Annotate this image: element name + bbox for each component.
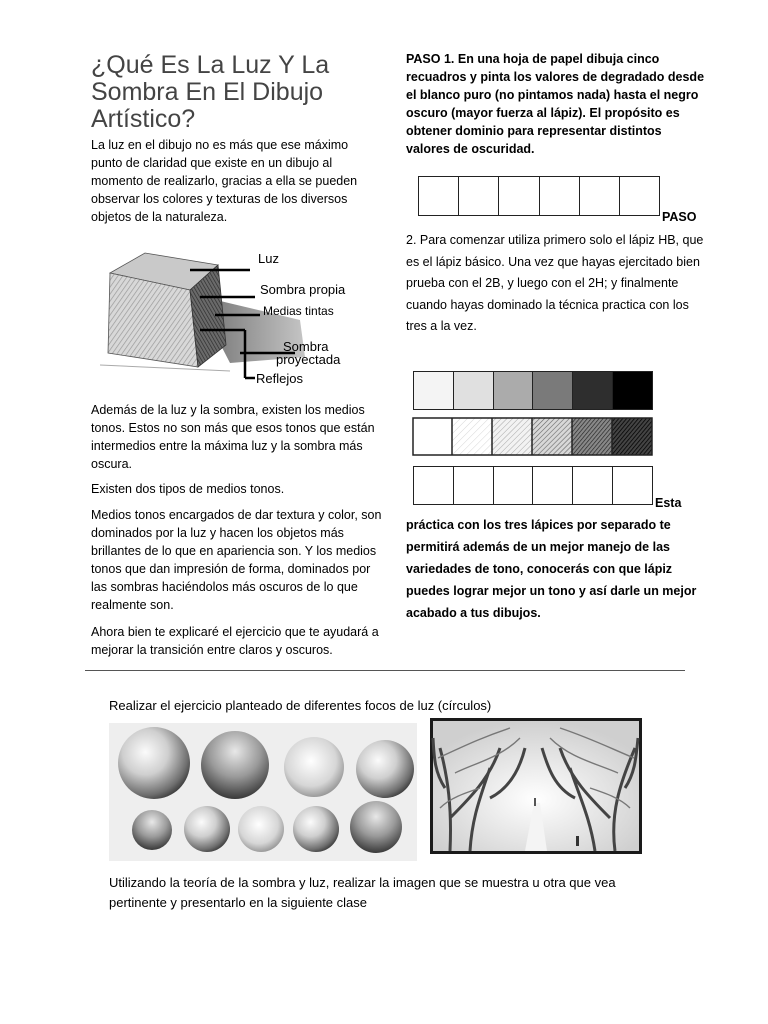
paragraph-descripcion: Medios tonos encargados de dar textura y color, son dominados por la luz y hacen los objetos más brillantes de lo que en apariencia son. Y los medios tonos que dan impresión de forma, dominados por las sombras haciéndolos más oscuros de lo que realmente son. — [91, 508, 382, 612]
tone-swatch — [533, 372, 573, 409]
empty-box — [454, 467, 494, 504]
label-sombra-propia: Sombra propia — [260, 282, 346, 297]
paso2-word: PASO — [662, 210, 697, 224]
paragraph-medios-tonos: Además de la luz y la sombra, existen los medios tonos. Estos no son más que esos tonos que están intermedios entre la máxima luz y la sombra más oscura. — [91, 403, 375, 471]
empty-box — [620, 177, 659, 215]
empty-box — [494, 467, 534, 504]
paso1-paragraph — [406, 50, 706, 158]
page-title: ¿Qué Es La Luz Y La Sombra En El Dibujo Artístico? — [91, 51, 330, 133]
label-medias-tintas: Medias tintas — [263, 304, 334, 318]
closing-paragraph: práctica con los tres lápices por separado te permitirá además de un mejor manejo de las variedades de tono, conocerás con que lápiz puedes lograr mejor un tono y así darle un mejor acabado a tus dibujos. — [406, 518, 697, 620]
spheres-image — [109, 723, 417, 861]
paso2-paragraph: 2. Para comenzar utiliza primero solo el lápiz HB, que es el lápiz básico. Una vez que hayas ejercitado bien prueba con el 2B, y luego con el 2H; y finalmente cuando hayas dominado la técnica practica con los tres a la vez. — [406, 233, 704, 333]
label-luz: Luz — [258, 251, 279, 266]
light-shadow-cube-diagram — [100, 245, 375, 395]
section-divider — [85, 670, 685, 671]
tone-swatch — [573, 372, 613, 409]
empty-box — [613, 467, 652, 504]
sphere — [201, 731, 269, 799]
sphere — [238, 806, 284, 852]
sphere — [132, 810, 172, 850]
sphere — [184, 806, 230, 852]
label-proyectada: proyectada — [276, 352, 341, 367]
empty-box — [580, 177, 620, 215]
label-sombra: Sombra — [283, 339, 329, 354]
tone-swatch — [494, 372, 534, 409]
hatched-tone-scale — [412, 417, 653, 457]
tone-swatch — [454, 372, 494, 409]
exercise-caption: Realizar el ejercicio planteado de diferentes focos de luz (círculos) — [109, 698, 492, 713]
empty-value-boxes — [418, 176, 660, 216]
sphere — [350, 801, 402, 853]
sphere — [118, 727, 190, 799]
tone-swatch — [613, 372, 652, 409]
tone-swatch — [414, 372, 454, 409]
empty-box — [419, 177, 459, 215]
empty-box — [533, 467, 573, 504]
intro-paragraph: La luz en el dibujo no es más que ese máximo punto de claridad que existe en un dibujo al momento de realizarlo, gracias a ella se pueden observar los colores y texturas de los diversos objetos de la naturaleza. — [91, 138, 358, 224]
empty-box — [499, 177, 539, 215]
sphere — [293, 806, 339, 852]
sphere — [356, 740, 414, 798]
tree-alley-drawing — [430, 718, 642, 854]
esta-word: Esta — [655, 496, 682, 510]
paragraph-tipos: Existen dos tipos de medios tonos. — [91, 482, 285, 496]
paso1-text: En una hoja de papel dibuja cinco recuadros y pinta los valores de degradado desde el blanco puro (no pintamos nada) hasta el negro oscuro (mayor fuerza al lápiz). El propósito es obtener dominio para representar distintos valores de oscuridad. — [406, 52, 705, 156]
empty-box — [414, 467, 454, 504]
paso1-label: PASO 1. — [406, 52, 455, 66]
empty-box — [573, 467, 613, 504]
empty-tone-scale — [413, 466, 653, 505]
solid-tone-scale — [413, 371, 653, 410]
paragraph-ejercicio: Ahora bien te explicaré el ejercicio que te ayudará a mejorar la transición entre claros y oscuros. — [91, 625, 379, 657]
empty-box — [459, 177, 499, 215]
empty-box — [540, 177, 580, 215]
final-instruction: Utilizando la teoría de la sombra y luz, realizar la imagen que se muestra u otra que vea pertinente y presentarlo en la siguiente clase — [109, 875, 616, 910]
sphere — [284, 737, 344, 797]
label-reflejos: Reflejos — [256, 371, 303, 386]
